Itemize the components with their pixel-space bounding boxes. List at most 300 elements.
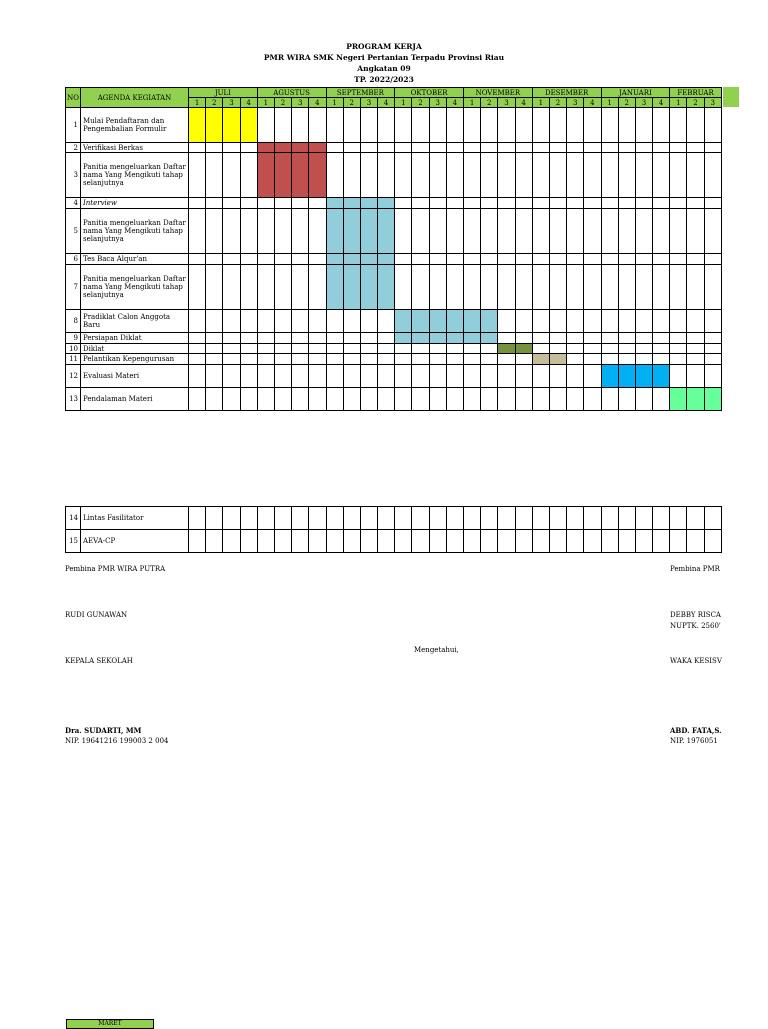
week-cell: [257, 254, 274, 265]
gantt-bar-cell: [412, 310, 429, 333]
doc-year: TP. 2022/2023: [354, 75, 414, 84]
week-cell: [292, 344, 309, 354]
gantt-bar-cell: [395, 333, 412, 344]
row-agenda: Panitia mengeluarkan Daftar nama Yang Mengikuti tahap selanjutnya: [81, 153, 189, 198]
week-cell: [360, 507, 377, 530]
week-cell: [532, 365, 549, 388]
week-cell: [532, 108, 549, 143]
week-header: 1: [326, 98, 343, 108]
month-header: FEBRUAR: [670, 88, 722, 98]
gantt-bar-cell: [498, 344, 515, 354]
right-signer-nuptk: NUPTK. 2560': [670, 622, 721, 630]
week-cell: [584, 108, 601, 143]
week-cell: [653, 354, 670, 365]
week-cell: [481, 198, 498, 209]
week-cell: [635, 209, 652, 254]
week-cell: [618, 310, 635, 333]
week-cell: [481, 143, 498, 153]
gantt-bar-cell: [446, 333, 463, 344]
week-cell: [670, 530, 687, 553]
row-number: 9: [66, 333, 81, 344]
week-cell: [223, 344, 240, 354]
week-cell: [481, 265, 498, 310]
week-cell: [223, 354, 240, 365]
gantt-bar-cell: [326, 265, 343, 310]
week-cell: [532, 143, 549, 153]
week-cell: [670, 333, 687, 344]
week-cell: [464, 209, 481, 254]
week-cell: [189, 209, 206, 254]
week-cell: [584, 344, 601, 354]
week-cell: [343, 310, 360, 333]
week-cell: [360, 310, 377, 333]
week-cell: [257, 388, 274, 411]
week-cell: [309, 344, 326, 354]
week-cell: [464, 388, 481, 411]
week-cell: [670, 265, 687, 310]
row-agenda: Interview: [81, 198, 189, 209]
week-cell: [395, 344, 412, 354]
week-cell: [567, 108, 584, 143]
row-number: 11: [66, 354, 81, 365]
week-cell: [687, 265, 704, 310]
table-row: [66, 354, 722, 365]
gantt-bar-cell: [292, 153, 309, 198]
week-cell: [567, 507, 584, 530]
week-cell: [567, 153, 584, 198]
week-cell: [601, 143, 618, 153]
week-cell: [223, 333, 240, 344]
week-cell: [687, 354, 704, 365]
gantt-bar-cell: [618, 365, 635, 388]
week-cell: [567, 143, 584, 153]
month-header: OKTOBER: [395, 88, 464, 98]
week-cell: [429, 209, 446, 254]
week-cell: [584, 198, 601, 209]
row-number: 15: [66, 530, 81, 553]
week-cell: [601, 265, 618, 310]
week-cell: [429, 530, 446, 553]
week-cell: [584, 365, 601, 388]
week-header: 3: [292, 98, 309, 108]
week-cell: [326, 344, 343, 354]
week-cell: [670, 354, 687, 365]
week-cell: [274, 333, 291, 344]
week-cell: [549, 333, 566, 344]
week-cell: [601, 108, 618, 143]
week-cell: [223, 198, 240, 209]
week-cell: [515, 507, 532, 530]
week-cell: [189, 265, 206, 310]
week-cell: [670, 153, 687, 198]
week-cell: [326, 507, 343, 530]
week-cell: [429, 388, 446, 411]
week-cell: [464, 153, 481, 198]
gantt-bar-cell: [360, 209, 377, 254]
week-cell: [618, 388, 635, 411]
week-header: 4: [378, 98, 395, 108]
week-cell: [532, 198, 549, 209]
week-cell: [326, 143, 343, 153]
table-row: [66, 108, 722, 143]
week-cell: [653, 153, 670, 198]
week-cell: [309, 530, 326, 553]
gantt-bar-cell: [326, 254, 343, 265]
gantt-bar-cell: [481, 310, 498, 333]
week-cell: [274, 254, 291, 265]
week-cell: [567, 530, 584, 553]
week-cell: [584, 530, 601, 553]
week-cell: [464, 254, 481, 265]
week-cell: [670, 310, 687, 333]
right-signer-name: DEBBY RISCA: [670, 611, 721, 619]
week-cell: [653, 310, 670, 333]
week-header: 4: [240, 98, 257, 108]
week-cell: [532, 310, 549, 333]
week-cell: [274, 507, 291, 530]
week-cell: [549, 265, 566, 310]
week-cell: [206, 198, 223, 209]
week-cell: [206, 310, 223, 333]
week-cell: [601, 310, 618, 333]
week-cell: [532, 388, 549, 411]
table-row: [66, 365, 722, 388]
week-cell: [549, 254, 566, 265]
week-cell: [206, 333, 223, 344]
week-cell: [378, 143, 395, 153]
week-cell: [326, 108, 343, 143]
doc-org: PMR WIRA SMK Negeri Pertanian Terpadu Provinsi Riau: [263, 53, 505, 62]
gantt-bar-cell: [343, 209, 360, 254]
week-cell: [601, 530, 618, 553]
week-cell: [326, 153, 343, 198]
week-cell: [206, 388, 223, 411]
week-cell: [635, 108, 652, 143]
table-row: [66, 153, 722, 198]
week-cell: [309, 209, 326, 254]
row-number: 8: [66, 310, 81, 333]
week-cell: [498, 333, 515, 344]
gantt-bar-cell: [360, 198, 377, 209]
week-cell: [653, 265, 670, 310]
week-cell: [257, 344, 274, 354]
week-cell: [687, 143, 704, 153]
week-cell: [498, 254, 515, 265]
left-signer-role: Pembina PMR WIRA PUTRA: [65, 565, 166, 573]
col-agenda-header: AGENDA KEGIATAN: [81, 88, 189, 108]
week-cell: [412, 365, 429, 388]
week-header: 1: [601, 98, 618, 108]
week-cell: [670, 344, 687, 354]
week-header: 4: [653, 98, 670, 108]
week-cell: [360, 143, 377, 153]
week-cell: [704, 365, 721, 388]
week-cell: [687, 530, 704, 553]
week-header: 1: [532, 98, 549, 108]
week-cell: [618, 153, 635, 198]
table-row: [66, 310, 722, 333]
week-cell: [446, 344, 463, 354]
week-cell: [635, 530, 652, 553]
row-number: 2: [66, 143, 81, 153]
week-cell: [395, 254, 412, 265]
week-cell: [446, 143, 463, 153]
week-cell: [189, 333, 206, 344]
gantt-bar-cell: [257, 143, 274, 153]
week-cell: [429, 344, 446, 354]
week-cell: [378, 153, 395, 198]
week-header: 3: [223, 98, 240, 108]
week-cell: [412, 108, 429, 143]
gantt-bar-cell: [360, 254, 377, 265]
week-cell: [189, 388, 206, 411]
gantt-bar-cell: [549, 354, 566, 365]
week-cell: [378, 354, 395, 365]
week-cell: [378, 333, 395, 344]
week-cell: [635, 388, 652, 411]
week-cell: [687, 310, 704, 333]
gantt-bar-cell: [343, 265, 360, 310]
table-row: [66, 507, 722, 530]
week-cell: [309, 365, 326, 388]
week-cell: [240, 354, 257, 365]
gantt-bar-cell: [464, 333, 481, 344]
week-cell: [704, 198, 721, 209]
week-cell: [429, 507, 446, 530]
week-cell: [498, 310, 515, 333]
week-cell: [567, 198, 584, 209]
col-no-header: NO: [66, 88, 81, 108]
week-cell: [464, 143, 481, 153]
week-header: 1: [670, 98, 687, 108]
table-row: [66, 143, 722, 153]
week-cell: [395, 108, 412, 143]
week-cell: [687, 108, 704, 143]
week-cell: [498, 265, 515, 310]
week-cell: [704, 209, 721, 254]
week-cell: [343, 507, 360, 530]
gantt-bar-cell: [189, 108, 206, 143]
gantt-bar-cell: [687, 388, 704, 411]
week-cell: [515, 254, 532, 265]
week-cell: [618, 507, 635, 530]
week-header: 3: [360, 98, 377, 108]
week-cell: [481, 354, 498, 365]
week-cell: [292, 108, 309, 143]
week-cell: [704, 507, 721, 530]
week-cell: [326, 333, 343, 344]
week-cell: [274, 388, 291, 411]
week-cell: [446, 365, 463, 388]
week-cell: [429, 254, 446, 265]
week-header: 1: [189, 98, 206, 108]
week-cell: [257, 354, 274, 365]
gantt-bar-cell: [481, 333, 498, 344]
schedule-table: [65, 87, 722, 411]
week-cell: [687, 344, 704, 354]
week-cell: [274, 209, 291, 254]
row-agenda: Evaluasi Materi: [81, 365, 189, 388]
week-cell: [653, 333, 670, 344]
gantt-bar-cell: [378, 198, 395, 209]
week-cell: [464, 365, 481, 388]
week-cell: [618, 333, 635, 344]
week-header: 3: [429, 98, 446, 108]
week-cell: [343, 153, 360, 198]
week-cell: [464, 265, 481, 310]
week-cell: [360, 388, 377, 411]
week-cell: [292, 388, 309, 411]
week-header: 2: [343, 98, 360, 108]
week-cell: [274, 530, 291, 553]
week-cell: [189, 310, 206, 333]
week-cell: [223, 265, 240, 310]
week-cell: [635, 153, 652, 198]
week-cell: [670, 198, 687, 209]
week-cell: [653, 507, 670, 530]
week-cell: [618, 354, 635, 365]
week-cell: [584, 209, 601, 254]
week-cell: [481, 153, 498, 198]
week-header: 2: [274, 98, 291, 108]
week-cell: [618, 265, 635, 310]
week-cell: [549, 143, 566, 153]
week-cell: [395, 153, 412, 198]
gantt-bar-cell: [292, 143, 309, 153]
week-cell: [670, 365, 687, 388]
week-cell: [189, 198, 206, 209]
week-cell: [343, 388, 360, 411]
week-cell: [309, 310, 326, 333]
week-cell: [292, 265, 309, 310]
week-cell: [206, 354, 223, 365]
week-cell: [635, 354, 652, 365]
week-cell: [223, 254, 240, 265]
week-cell: [429, 265, 446, 310]
waka-nip: NIP. 1976051: [670, 737, 718, 745]
week-header: 3: [704, 98, 721, 108]
row-number: 1: [66, 108, 81, 143]
week-header: 1: [257, 98, 274, 108]
week-cell: [446, 198, 463, 209]
week-cell: [601, 354, 618, 365]
week-cell: [360, 108, 377, 143]
week-cell: [446, 153, 463, 198]
week-cell: [567, 254, 584, 265]
gantt-bar-cell: [446, 310, 463, 333]
week-cell: [446, 254, 463, 265]
gantt-bar-cell: [378, 254, 395, 265]
week-cell: [567, 209, 584, 254]
week-cell: [274, 344, 291, 354]
gantt-bar-cell: [378, 209, 395, 254]
week-cell: [206, 530, 223, 553]
week-cell: [412, 209, 429, 254]
week-cell: [532, 254, 549, 265]
week-cell: [464, 344, 481, 354]
week-cell: [601, 153, 618, 198]
week-header: 2: [206, 98, 223, 108]
week-cell: [292, 507, 309, 530]
gantt-bar-cell: [601, 365, 618, 388]
week-cell: [653, 344, 670, 354]
week-header: 2: [618, 98, 635, 108]
week-cell: [206, 153, 223, 198]
week-cell: [498, 153, 515, 198]
week-header: 4: [515, 98, 532, 108]
week-cell: [343, 333, 360, 344]
week-cell: [584, 507, 601, 530]
week-cell: [584, 310, 601, 333]
week-cell: [464, 507, 481, 530]
gantt-bar-cell: [274, 143, 291, 153]
gantt-bar-cell: [704, 388, 721, 411]
week-cell: [532, 209, 549, 254]
week-cell: [464, 198, 481, 209]
week-cell: [601, 209, 618, 254]
gantt-bar-cell: [343, 254, 360, 265]
table-row: [66, 254, 722, 265]
week-cell: [189, 365, 206, 388]
week-cell: [635, 344, 652, 354]
week-cell: [515, 333, 532, 344]
week-cell: [481, 507, 498, 530]
week-cell: [189, 530, 206, 553]
week-cell: [412, 153, 429, 198]
week-cell: [515, 209, 532, 254]
week-cell: [206, 254, 223, 265]
week-cell: [601, 507, 618, 530]
week-header: 4: [584, 98, 601, 108]
row-number: 5: [66, 209, 81, 254]
week-cell: [292, 209, 309, 254]
week-cell: [326, 354, 343, 365]
week-cell: [412, 388, 429, 411]
gantt-bar-cell: [635, 365, 652, 388]
week-cell: [532, 153, 549, 198]
week-header: 2: [412, 98, 429, 108]
week-cell: [549, 153, 566, 198]
week-cell: [360, 153, 377, 198]
week-cell: [412, 354, 429, 365]
week-cell: [498, 530, 515, 553]
row-number: 10: [66, 344, 81, 354]
table-row: [66, 209, 722, 254]
week-cell: [240, 153, 257, 198]
week-cell: [498, 108, 515, 143]
month-header: JULI: [189, 88, 258, 98]
week-header: 3: [567, 98, 584, 108]
week-cell: [257, 198, 274, 209]
waka-role: WAKA KESISV: [670, 657, 722, 665]
week-cell: [549, 388, 566, 411]
week-cell: [687, 254, 704, 265]
week-cell: [257, 209, 274, 254]
week-cell: [515, 265, 532, 310]
week-cell: [653, 530, 670, 553]
week-cell: [206, 209, 223, 254]
week-cell: [240, 333, 257, 344]
week-cell: [189, 143, 206, 153]
week-cell: [567, 365, 584, 388]
week-cell: [429, 108, 446, 143]
sheet-tab-maret[interactable]: MARET: [66, 1019, 154, 1029]
week-cell: [395, 209, 412, 254]
week-cell: [584, 143, 601, 153]
week-cell: [618, 143, 635, 153]
head-nip: NIP. 19641216 199003 2 004: [65, 737, 169, 745]
month-header: DESEMBER: [532, 88, 601, 98]
